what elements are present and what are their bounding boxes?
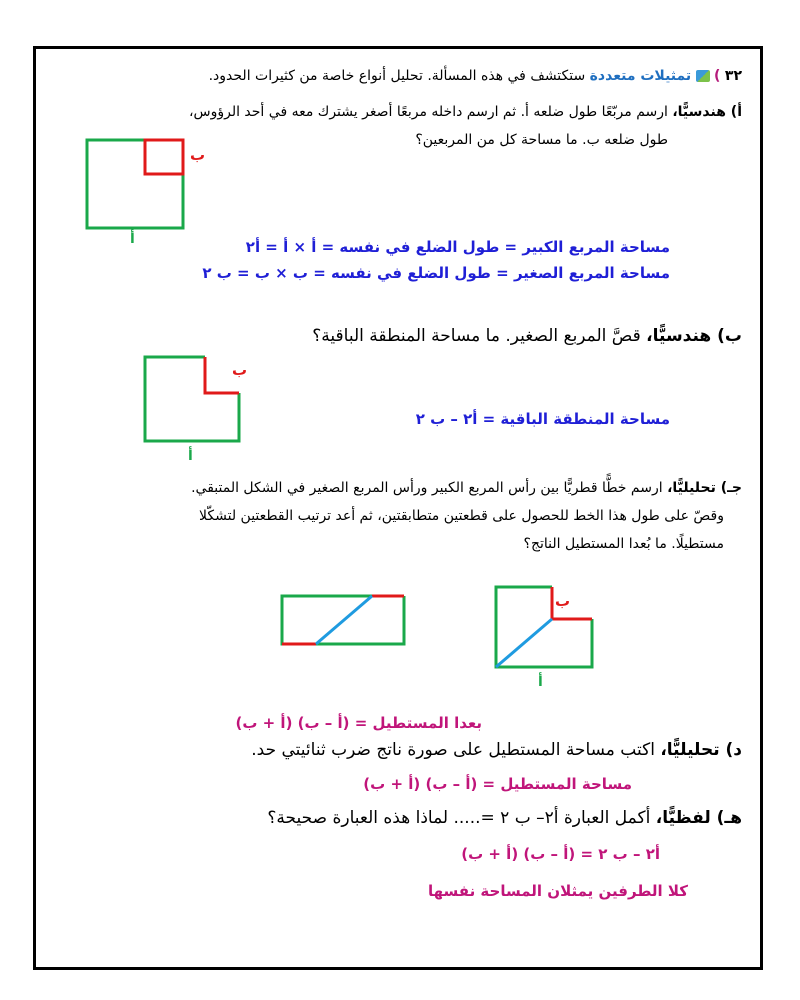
part-a-answer2: مساحة المربع الصغير = طول الضلع في نفسه = ب × ب = ب ٢	[202, 264, 670, 282]
part-b-label: ب) هندسيًّا،	[646, 326, 742, 346]
part-e-answer1: أ٢ – ب ٢ = (أ – ب) (أ + ب)	[461, 845, 660, 863]
puzzle-icon	[696, 70, 710, 82]
part-a-text2: طول ضلعه ب. ما مساحة كل من المربعين؟	[415, 132, 668, 148]
fig1-label-a: أ	[130, 231, 135, 247]
fig3-label-b: ب	[555, 592, 571, 610]
part-e-line	[267, 808, 742, 828]
part-d-answer: مساحة المستطيل = (أ – ب) (أ + ب)	[363, 775, 632, 793]
big-square	[87, 140, 183, 228]
part-c-text2: وقصّ على طول هذا الخط للحصول على قطعتين متطابقتين، ثم أعد ترتيب القطعتين لتشكّلا	[199, 508, 724, 524]
fig2-label-a: أ	[188, 448, 193, 464]
rect-diagonal	[316, 596, 372, 644]
part-c-text3: مستطيلًا. ما بُعدا المستطيل الناتج؟	[523, 536, 724, 552]
figure-squares	[85, 138, 195, 248]
part-e-label: هـ) لفظيًّا،	[655, 808, 742, 828]
problem-intro: ستكتشف في هذه المسألة. تحليل أنواع خاصة من كثيرات الحدود.	[208, 68, 586, 84]
part-c-answer: بعدا المستطيل = (أ – ب) (أ + ب)	[235, 714, 482, 732]
part-c-text1: ارسم خطًّا قطريًّا بين رأس المربع الكبير ورأس المربع الصغير في الشكل المتبقي.	[191, 480, 663, 496]
rect-green-b	[316, 596, 404, 644]
part-d-text: اكتب مساحة المستطيل على صورة ناتج ضرب ثنائيتي حد.	[251, 740, 655, 760]
problem-tag: تمثيلات متعددة	[589, 68, 692, 84]
figure-rectangle	[280, 594, 410, 654]
fig3-label-a: أ	[538, 674, 543, 690]
problem-header: ٣٢ ) تمثيلات متعددة ستكتشف في هذه المسألة. تحليل أنواع خاصة من كثيرات الحدود.	[208, 68, 742, 84]
part-d-label: د) تحليليًّا،	[660, 740, 742, 760]
rect-green-a	[282, 596, 372, 644]
part-a-text1: ارسم مربّعًا طول ضلعه أ. ثم ارسم داخله مربعًا أصغر يشترك معه في أحد الرؤوس،	[188, 104, 668, 120]
part-e-text: أكمل العبارة أ٢– ب ٢ =..... لماذا هذه العبارة صحيحة؟	[267, 808, 651, 828]
part-a-line1	[189, 104, 742, 120]
fig2-label-b: ب	[232, 361, 248, 379]
part-b-text: قصَّ المربع الصغير. ما مساحة المنطقة الباقية؟	[312, 326, 641, 346]
l-shape-green	[145, 357, 239, 441]
part-b-line	[312, 326, 742, 346]
figure-l-diagonal	[494, 585, 604, 675]
part-c-line1	[191, 480, 742, 496]
part-c-label: جـ) تحليليًّا،	[667, 480, 742, 496]
l-diag-line	[496, 619, 552, 667]
part-a-answer1: مساحة المربع الكبير = طول الضلع في نفسه = أ × أ = أ٢	[245, 238, 670, 256]
fig1-label-b: ب	[190, 146, 206, 164]
part-b-answer: مساحة المنطقة الباقية = أ٢ – ب ٢	[415, 410, 670, 428]
part-d-line	[251, 740, 742, 760]
part-a-label: أ) هندسيًّا،	[672, 104, 742, 120]
small-square	[145, 140, 183, 174]
part-e-answer2: كلا الطرفين يمثلان المساحة نفسها	[427, 882, 688, 900]
problem-number: ٣٢	[724, 68, 742, 84]
